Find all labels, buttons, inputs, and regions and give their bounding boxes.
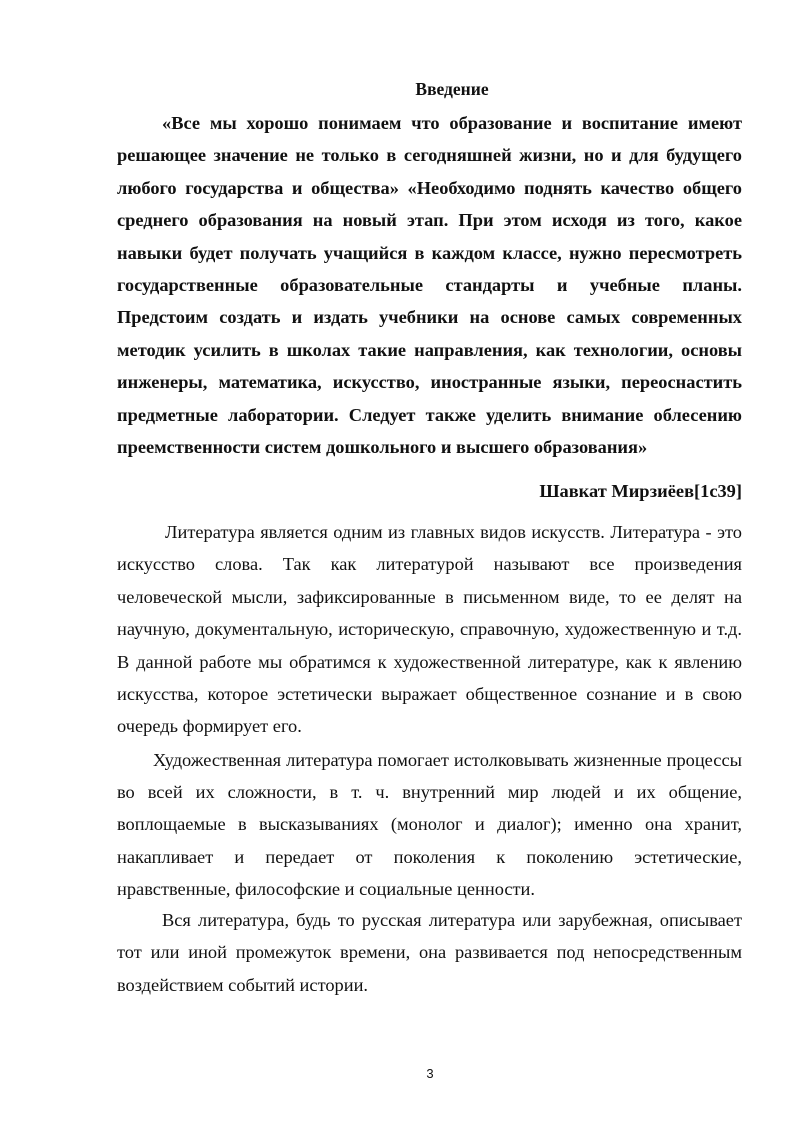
section-title: Введение xyxy=(415,79,489,99)
body-paragraph: Художественная литература помогает истолковывать жизненные процессы во всей их сложности, в т. ч. внутренний мир людей и их общение, воплощаемые в высказываниях (монолог и диалог); именно она хранит, накапливает и передает от поколения к поколению эстетические, нравственные, философские и социальные ценности. xyxy=(117,750,742,899)
epigraph-author: Шавкат Мирзиёев[1с39] xyxy=(539,481,742,501)
body-paragraph: Литература является одним из главных видов искусств. Литература - это искусство слова. Так как литературой называют все произведения человеческой мысли, зафиксированные в письменном виде, то ее делят на научную, документальную, историческую, справочную, художественную и т.д. В данной работе мы обратимся к художественной литературе, как к явлению искусства, которое эстетически выражает общественное сознание и в свою очередь формирует его. xyxy=(117,522,742,737)
epigraph-quote: «Все мы хорошо понимаем что образование и воспитание имеют решающее значение не только в сегодняшней жизни, но и для будущего любого государства и общества» «Необходимо поднять качество общего среднего образования на новый этап. При этом исходя из того, какое навыки будет получать учащийся в каждом классе, нужно пересмотреть государственные образовательные стандарты и учебные планы. Предстоим создать и издать учебники на основе самых современных методик усилить в школах такие направления, как технологии, основы инженеры, математика, искусство, иностранные языки, переоснастить предметные лаборатории. Следует также уделить внимание облесению преемственности систем дошкольного и высшего образования» xyxy=(117,113,742,458)
body-paragraph: Вся литература, будь то русская литература или зарубежная, описывает тот или иной промежуток времени, она развивается под непосредственным воздействием событий истории. xyxy=(117,910,742,995)
page-number: 3 xyxy=(426,1066,434,1081)
